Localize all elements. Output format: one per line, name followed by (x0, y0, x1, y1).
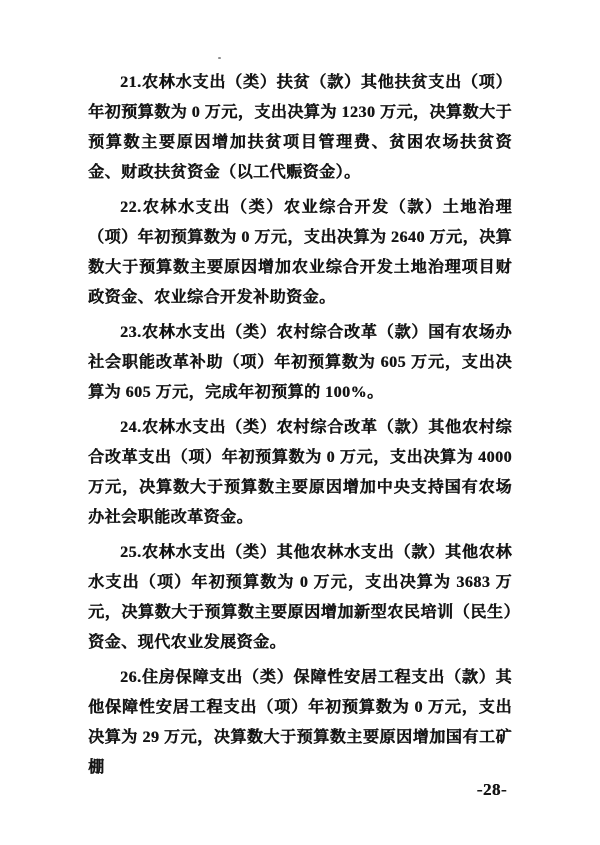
paragraph-item-23: 23.农林水支出（类）农村综合改革（款）国有农场办社会职能改革补助（项）年初预算数为 605 万元，支出决算为 605 万元，完成年初预算的 100%。 (88, 324, 512, 401)
page-number: -28- (476, 780, 507, 799)
paragraph-item-26: 26.住房保障支出（类）保障性安居工程支出（款）其他保障性安居工程支出（项）年初预算数为 0 万元，支出决算为 29 万元，决算数大于预算数主要原因增加国有工矿棚 (88, 669, 512, 776)
paragraph-item-21: 21.农林水支出（类）扶贫（款）其他扶贫支出（项）年初预算数为 0 万元，支出决算为 1230 万元，决算数大于预算数主要原因增加扶贫项目管理费、贫困农场扶贫资金、财政扶贫资金（以工代赈资金）。 (88, 74, 512, 181)
paragraph-item-25: 25.农林水支出（类）其他农林水支出（款）其他农林水支出（项）年初预算数为 0 万元，支出决算为 3683 万元，决算数大于预算数主要原因增加新型农民培训（民生）资金、现代农业发展资金。 (88, 544, 512, 651)
paragraph-item-22: 22.农林水支出（类）农业综合开发（款）土地治理（项）年初预算数为 0 万元，支出决算为 2640 万元，决算数大于预算数主要原因增加农业综合开发土地治理项目财政资金、农业综合开发补助资金。 (88, 199, 512, 306)
document-body (88, 68, 512, 783)
paragraph-item-24: 24.农林水支出（类）农村综合改革（款）其他农村综合改革支出（项）年初预算数为 0 万元，支出决算为 4000 万元，决算数大于预算数主要原因增加中央支持国有农场办社会职能改革资金。 (88, 419, 512, 526)
scan-speck (218, 57, 221, 59)
